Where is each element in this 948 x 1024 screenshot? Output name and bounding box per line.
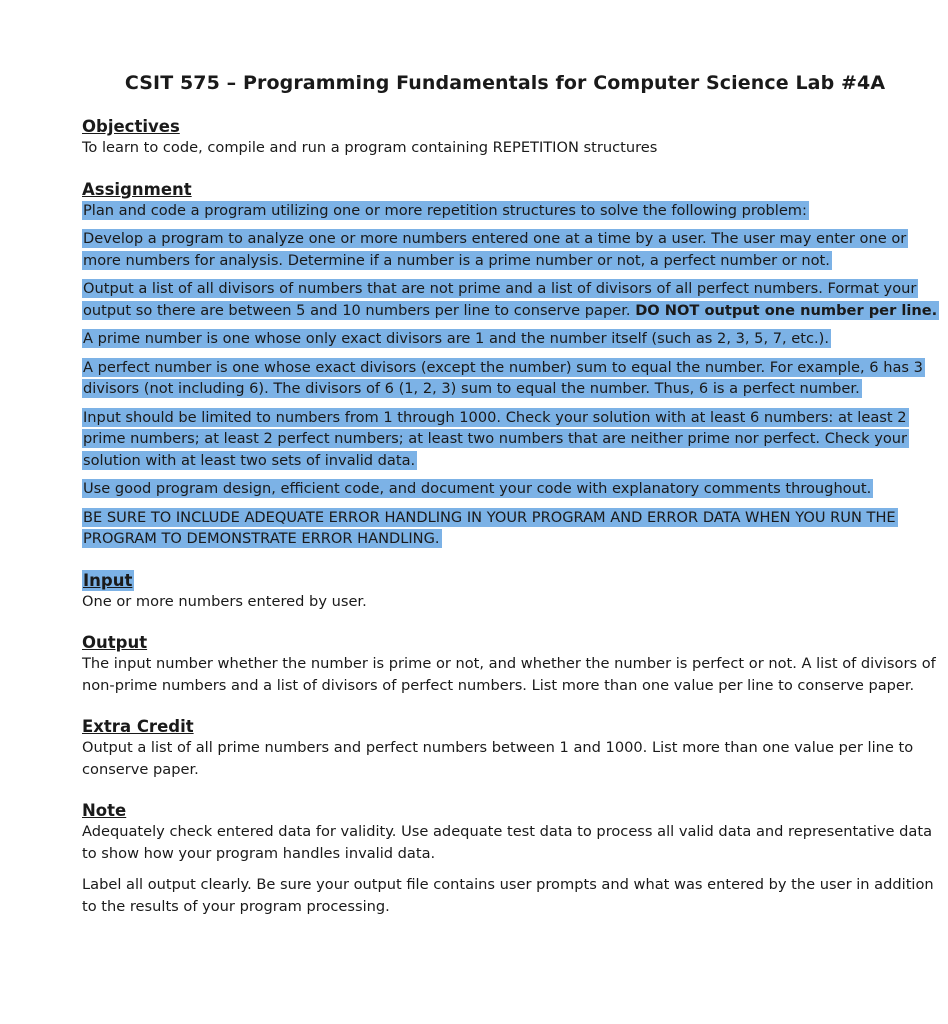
assignment-paragraph-3 <box>82 278 940 321</box>
assignment-section <box>82 179 940 550</box>
extra-credit-heading: Extra Credit <box>82 717 194 736</box>
document-page <box>82 72 940 937</box>
assignment-p2-text: Develop a program to analyze one or more numbers entered one at a time by a user. The user may enter one or more numbers for analysis. Determine if a number is a prime number or not, a perfect number or not. <box>83 230 907 269</box>
note-paragraph-1: Adequately check entered data for validity. Use adequate test data to process all valid data and representative data to show how your program handles invalid data. <box>82 823 933 862</box>
assignment-p1-text: Plan and code a program utilizing one or more repetition structures to solve the following problem: <box>83 201 807 219</box>
assignment-paragraph-2 <box>82 228 940 271</box>
assignment-p8-text: BE SURE TO INCLUDE ADEQUATE ERROR HANDLING IN YOUR PROGRAM AND ERROR DATA WHEN YOU RUN THE PROGRAM TO DEMONSTRATE ERROR HANDLING. <box>83 508 896 547</box>
assignment-paragraph-7 <box>82 478 940 500</box>
note-heading: Note <box>82 801 127 820</box>
assignment-p3-bold: DO NOT output one number per line. <box>635 301 938 319</box>
extra-credit-text: Output a list of all prime numbers and perfect numbers between 1 and 1000. List more than one value per line to conserve paper. <box>82 739 914 778</box>
assignment-p4-text: A prime number is one whose only exact divisors are 1 and the number itself (such as 2, 3, 5, 7, etc.). <box>83 330 829 347</box>
output-heading: Output <box>82 633 148 652</box>
objectives-section <box>82 116 940 159</box>
assignment-p3-container <box>82 279 939 320</box>
output-text: The input number whether the number is prime or not, and whether the number is perfect or not. A list of divisors of non-prime numbers and a list of divisors of perfect numbers. List more than one value per line to conserve paper. <box>82 655 936 694</box>
output-section <box>82 632 940 696</box>
input-text: One or more numbers entered by user. <box>82 592 367 610</box>
assignment-p5-text: A perfect number is one whose exact divisors (except the number) sum to equal the number. For example, 6 has 3 divisors (not including 6). The divisors of 6 (1, 2, 3) sum to equal the number. Thus, 6 is a perfect number. <box>83 358 923 397</box>
assignment-p7-text: Use good program design, efficient code, and document your code with explanatory comments throughout. <box>83 480 872 497</box>
objectives-heading: Objectives <box>82 117 180 136</box>
note-section <box>82 800 940 917</box>
assignment-paragraph-8 <box>82 507 940 550</box>
assignment-paragraph-5 <box>82 357 940 400</box>
input-heading: Input <box>83 570 133 590</box>
assignment-paragraph-1 <box>82 200 940 222</box>
assignment-p3-text: Output a list of all divisors of numbers that are not prime and a list of divisors of all perfect numbers. Format your output so there are between 5 and 10 numbers per line to conserve paper. <box>83 280 917 319</box>
objectives-text: To learn to code, compile and run a program containing REPETITION structures <box>82 139 658 156</box>
assignment-p6-text: Input should be limited to numbers from 1 through 1000. Check your solution with at least 6 numbers: at least 2 prime numbers; at least 2 perfect numbers; at least two numbers that are neither prime nor perfect. Check your solution with at least two sets of invalid data. <box>83 408 908 469</box>
extra-credit-section <box>82 716 940 780</box>
input-section <box>82 570 940 613</box>
assignment-paragraph-4 <box>82 328 940 350</box>
page-title: CSIT 575 – Programming Fundamentals for Computer Science Lab #4A <box>124 72 886 94</box>
assignment-heading: Assignment <box>82 179 192 199</box>
assignment-paragraph-6 <box>82 407 940 472</box>
note-paragraph-2: Label all output clearly. Be sure your output file contains user prompts and what was entered by the user in addition to the results of your program processing. <box>82 876 934 915</box>
